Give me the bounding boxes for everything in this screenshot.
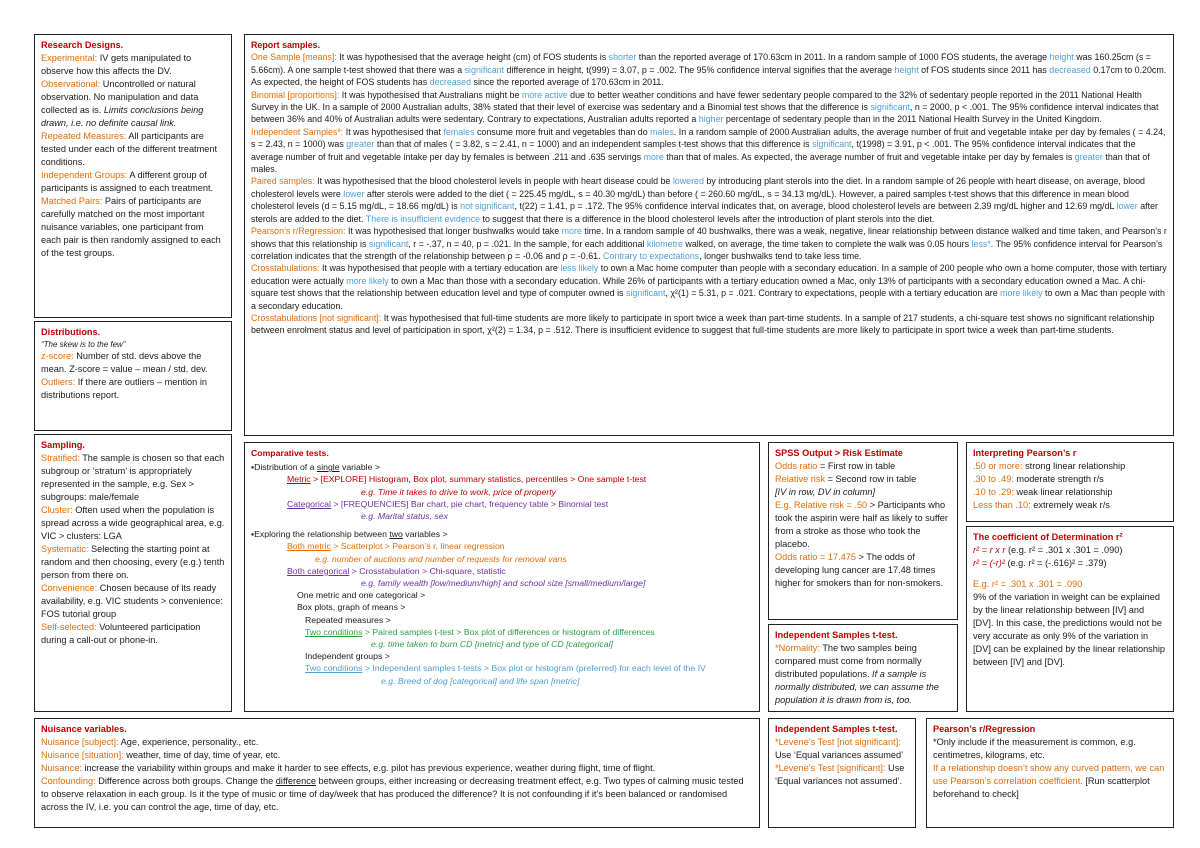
one-sample-report: One Sample [means]: It was hypothesised that the average height (cm) of FOS students is shorter than the reported average of 170.63cm in 2011. In a random sample of 1000 FOS students, the average height was 160.25cm (s = 5.66cm). A one sample t-test showed that there was a significant difference in height, t(999) = 3.07, p = .002. The 95% confidence interval signifies that the average height of FOS students since 2011 has decreased 0.17cm to 0.20cm. As expected, the height of FOS students has decreased since the reported average of 170.63cm in 2011.	[251, 52, 1167, 88]
weak-row: .10 to .29: weak linear relationship	[973, 487, 1113, 497]
comparative-tests-box	[244, 442, 760, 712]
box-plot-line: Box plots, graph of means >	[297, 602, 406, 613]
repeated-measures-item: Repeated Measures: All participants are tested under each of the different treatment conditions.	[41, 131, 218, 167]
categorical-example: e.g. Marital status, sex	[361, 511, 448, 522]
relative-risk-example: E.g. Relative risk = .50 > Participants who took the aspirin were half as likely to suffer from a stroke as those who took the placebo.	[775, 500, 948, 549]
one-metric-line: One metric and one categorical >	[297, 590, 426, 601]
binomial-report: Binomial [proportions]: It was hypothesised that Australians might be more active due to better weather conditions and have fewer sedentary people compared to the 32% of sedentary people reported in the 2011 National Health Survey in the UK. In a sample of 2000 Australian adults, 38% stated that their level of exercise was sedentary and a Binomial test shows that the difference is significant, n = 2000, p < .001. The 95% confidence interval indicates that between 36% and 40% of Australian adults were sedentary. Contrary to expectations, Australian adults reported a higher percentage of sedentary people than in the 2011 National Health Survey in the United Kingdom.	[251, 89, 1159, 125]
r-squared-formula: r² = r x r (e.g. r² = .301 x .301 = .090)	[973, 545, 1123, 555]
systematic-item: Systematic: Selecting the starting point at random and then choosing, every (e.g.) tenth person from there on.	[41, 544, 225, 580]
observational-item: Observational: Uncontrolled or natural observation. No manipulation and data collected as is. Limits conclusions being drawn, i.e. no definite causal link.	[41, 79, 204, 128]
strong-row: .50 or more: strong linear relationship	[973, 461, 1126, 471]
outliers-item: Outliers: If there are outliers – mention in distributions report.	[41, 377, 207, 400]
spss-output-box	[768, 442, 958, 620]
comparative-tests-title: Comparative tests.	[251, 448, 329, 458]
pearson-note-title: Pearson’s r/Regression	[933, 724, 1036, 734]
pearson-regression-note-box	[926, 718, 1174, 828]
report-samples-title: Report samples.	[251, 40, 321, 50]
repeated-measures-line: Repeated measures >	[305, 614, 391, 625]
sampling-box	[34, 434, 232, 712]
coefficient-determination-box	[966, 526, 1174, 712]
independent-samples-report: Independent Samples*: It was hypothesised that females consume more fruit and vegetables than do males. In a random sample of 2000 Australian adults, the average number of fruit and vegetable intake per day by females ( = 4.24, s = 2.43, n = 1000) was greater than that of males ( = 3.82, s = 2.41, n = 1000) and an independent samples t-test shows that this difference is significant, t(1998) = 3.91, p < .001. The 95% confidence interval indicates that the average number of fruit and vegetable intake per day by females is between .211 and .635 servings more than that of males. As expected, the average number of fruit and vegetable intake per day by females is greater than that of males.	[251, 126, 1166, 175]
experimental-item: Experimental: IV gets manipulated to observe how this affects the DV.	[41, 53, 192, 76]
pearson-report: Pearson’s r/Regression: It was hypothesised that longer bushwalks would take more time. In a random sample of 40 bushwalks, there was a weak, negative, linear relationship between distance walked and time taken, and Pearson’s r shows that this relationship is significant, r = -.37, n = 40, p = .021. In the sample, for each additional kilometre walked, on average, the time taken to complete the walk was 0.05 hours less*. The 95% confidence interval for Pearson’s correlation indicates that the strength of the relationship between ρ = -0.06 and ρ = -0.61. Contrary to expectations, longer bushwalks tend to take less time.	[251, 226, 1167, 261]
coefficient-example-text: 9% of the variation in weight can be explained by the linear relationship between [IV] and [DV]. In this case, the predictions would not be very accurate as only 9% of the variation in [DV] can be explained by the linear relationship between [IV] and [DV].	[973, 592, 1166, 667]
distributions-quote: “The skew is to the few”	[41, 340, 126, 349]
odds-ratio-item: Odds ratio = First row in table	[775, 461, 896, 471]
self-selected-item: Self-selected: Volunteered participation during a call-out or phone-in.	[41, 622, 201, 645]
matched-pairs-item: Matched Pairs: Pairs of participants are carefully matched on the most important nuisance variables, one participant from each pair is then randomly assigned to each of the test groups.	[41, 196, 221, 258]
metric-example: e.g. Time it takes to drive to work, price of property	[361, 486, 556, 497]
nuisance-situation-item: Nuisance [situation]: weather, time of day, time of year, etc.	[41, 750, 281, 760]
normality-item: *Normality: The two samples being compared must come from normally distributed populations. If a sample is normally distributed, we can assume the population it is drawn from is, too.	[775, 643, 939, 705]
metric-line: Metric > [EXPLORE] Histogram, Box plot, summary statistics, percentiles > One sample t-test	[287, 474, 647, 485]
independent-t-test-title: Independent Samples t-test.	[775, 630, 898, 640]
relative-risk-item: Relative risk = Second row in table	[775, 474, 917, 484]
levene-not-significant-item: *Levene’s Test [not significant]: Use ‘Equal variances assumed’	[775, 737, 904, 760]
coefficient-example-label: E.g. r² = .301 x .301 = .090	[973, 579, 1083, 589]
nuisance-title: Nuisance variables.	[41, 724, 127, 734]
both-metric-example: e.g. number of auctions and number of requests for removal vans	[315, 553, 567, 564]
explore-relationship-line: ▪Exploring the relationship between two variables >	[251, 529, 448, 540]
nuisance-subject-item: Nuisance [subject]: Age, experience, personality., etc.	[41, 737, 259, 747]
coefficient-title: The coefficient of Determination r²	[973, 532, 1123, 542]
cluster-item: Cluster: Often used when the population is spread across a wide geographical area, e.g. VIC > clusters: LGA	[41, 505, 225, 541]
levene-title: Independent Samples t-test.	[775, 724, 898, 734]
research-designs-title: Research Designs.	[41, 40, 124, 50]
r-squared-negative-formula: r² = (-r)² (e.g. r² = (-.616)² = .379)	[973, 558, 1107, 568]
levene-significant-item: *Levene’s Test [significant]: Use ‘Equal variances not assumed’.	[775, 763, 905, 786]
distributions-title: Distributions.	[41, 327, 101, 337]
research-designs-box	[34, 34, 232, 318]
paired-samples-report: Paired samples: It was hypothesised that the blood cholesterol levels in people with heart disease could be lowered by introducing plant sterols into the diet. In a random sample of 26 people with heart disease, on average, blood cholesterol levels were lower after sterols were added to the diet ( = 225.45 mg/dL, s = 40.30 mg/dL) than before ( = 260.60 mg/dL, s = 34.13 mg/dL). However, a paired samples t-test shows that this difference in mean blood cholesterol levels (d = 5.15 mg/dL, = 18.66 mg/dL) is not significant, t(22) = 1.41, p = .172. The 95% confidence interval indicates that, on average, blood cholesterol levels are between 2.39 mg/dL higher and 12.69 mg/dL lower after sterols are added to the diet. There is insufficient evidence to suggest that there is a difference in the blood cholesterol levels after the introduction of plant sterols into the diet.	[251, 176, 1158, 224]
nuisance-item: Nuisance: increase the variability within groups and make it harder to see effects, e.g. pilot has previous experience, weather during flight, time of flight.	[41, 763, 656, 773]
convenience-item: Convenience: Chosen because of its ready availability, e.g. VIC students > convenience: FOS tutorial group	[41, 583, 223, 619]
both-categorical-example: e.g. family wealth [low/medium/high] and school size [small/medium/large]	[361, 578, 646, 589]
repeated-two-conditions-line: Two conditions > Paired samples t-test > Box plot of differences or histogram of differences	[305, 626, 655, 637]
independent-groups-item: Independent Groups: A different group of participants is assigned to each treatment.	[41, 170, 214, 193]
independent-example: e.g. Breed of dog [categorical] and life span [metric]	[381, 675, 580, 686]
pearson-note-curved: If a relationship doesn’t show any curved pattern, we can use Pearson’s correlation coefficient. [Run scatterplot beforehand to check]	[933, 763, 1165, 799]
categorical-line: Categorical > [FREQUENCIES] Bar chart, pie chart, frequency table > Binomial test	[287, 498, 609, 509]
sampling-title: Sampling.	[41, 440, 85, 450]
interpreting-pearson-box	[966, 442, 1174, 522]
moderate-row: .30 to .49: moderate strength r/s	[973, 474, 1104, 484]
crosstabulations-report: Crosstabulations: It was hypothesised that people with a tertiary education are less likely to own a Mac home computer than people with a secondary education. In a sample of 200 people who own a home computer, those with tertiary education were actually more likely to own a Mac than those with a secondary education. While 26% of participants with a tertiary education owned a Mac, only 13% of participants with a secondary education owned a Mac. A chi-square test shows that the relationship between education level and type of computer owned is significant, χ²(1) = 5.31, p = .021. Contrary to expectations, people with a tertiary education are more likely to own a Mac than people with a secondary education.	[251, 263, 1167, 311]
distribution-single-line: ▪Distribution of a single variable >	[251, 462, 380, 473]
nuisance-variables-box	[34, 718, 760, 828]
both-categorical-line: Both categorical > Crosstabulation > Chi-square, statistic	[287, 565, 506, 576]
z-score-item: z-score: Number of std. devs above the mean. Z-score = value – mean / std. dev.	[41, 351, 208, 374]
report-samples-box	[244, 34, 1174, 436]
confounding-item: Confounding: Difference across both groups. Change the difference between groups, either increasing or decreasing treatment effect, e.g. Two types of calming music tested to observe relaxation in each group. Is it the type of music or time of day/week that has produced the difference? It is not confounding if it’s been balanced or randomised across the IV, i.e. you can control the age, time of day, etc.	[41, 776, 744, 812]
bullet-icon: ▪	[251, 529, 255, 540]
extremely-weak-row: Less than .10: extremely weak r/s	[973, 500, 1110, 510]
relative-risk-note: [IV in row, DV in column]	[775, 487, 876, 497]
stratified-item: Stratified: The sample is chosen so that each subgroup or ‘stratum’ is appropriately represented in the sample, e.g. Sex > subgroups: male/female	[41, 453, 225, 502]
both-metric-line: Both metric > Scatterplot > Pearson’s r, linear regression	[287, 541, 505, 552]
distributions-box	[34, 321, 232, 431]
odds-ratio-example: Odds ratio = 17.475 > The odds of developing lung cancer are 17.48 times higher for smokers than for non-smokers.	[775, 552, 943, 588]
crosstabulations-ns-report: Crosstabulations [not significant]: It was hypothesised that full-time students are more likely to participate in sport twice a week than part-time students. In a sample of 217 students, a chi-square test shows no significant relationship between enrolment status and level of participation in sport, χ²(2) = 1.34, p = .512. There is insufficient evidence to suggest that full-time students are more likely to participate in sport twice a week than part-time students.	[251, 312, 1155, 336]
spss-output-title: SPSS Output > Risk Estimate	[775, 448, 903, 458]
independent-two-conditions-line: Two conditions > Independent samples t-tests > Box plot or histogram (preferred) for each level of the IV	[305, 663, 706, 674]
levene-test-box	[768, 718, 916, 828]
independent-groups-line: Independent groups >	[305, 651, 390, 662]
interpreting-pearson-title: Interpreting Pearson’s r	[973, 448, 1077, 458]
bullet-icon: ▪	[251, 462, 255, 473]
repeated-example: e.g. time taken to burn CD [metric] and type of CD [categorical]	[371, 639, 613, 650]
pearson-note-common: *Only include if the measurement is common, e.g. centimetres, kilograms, etc.	[933, 737, 1136, 760]
independent-t-test-box	[768, 624, 958, 712]
